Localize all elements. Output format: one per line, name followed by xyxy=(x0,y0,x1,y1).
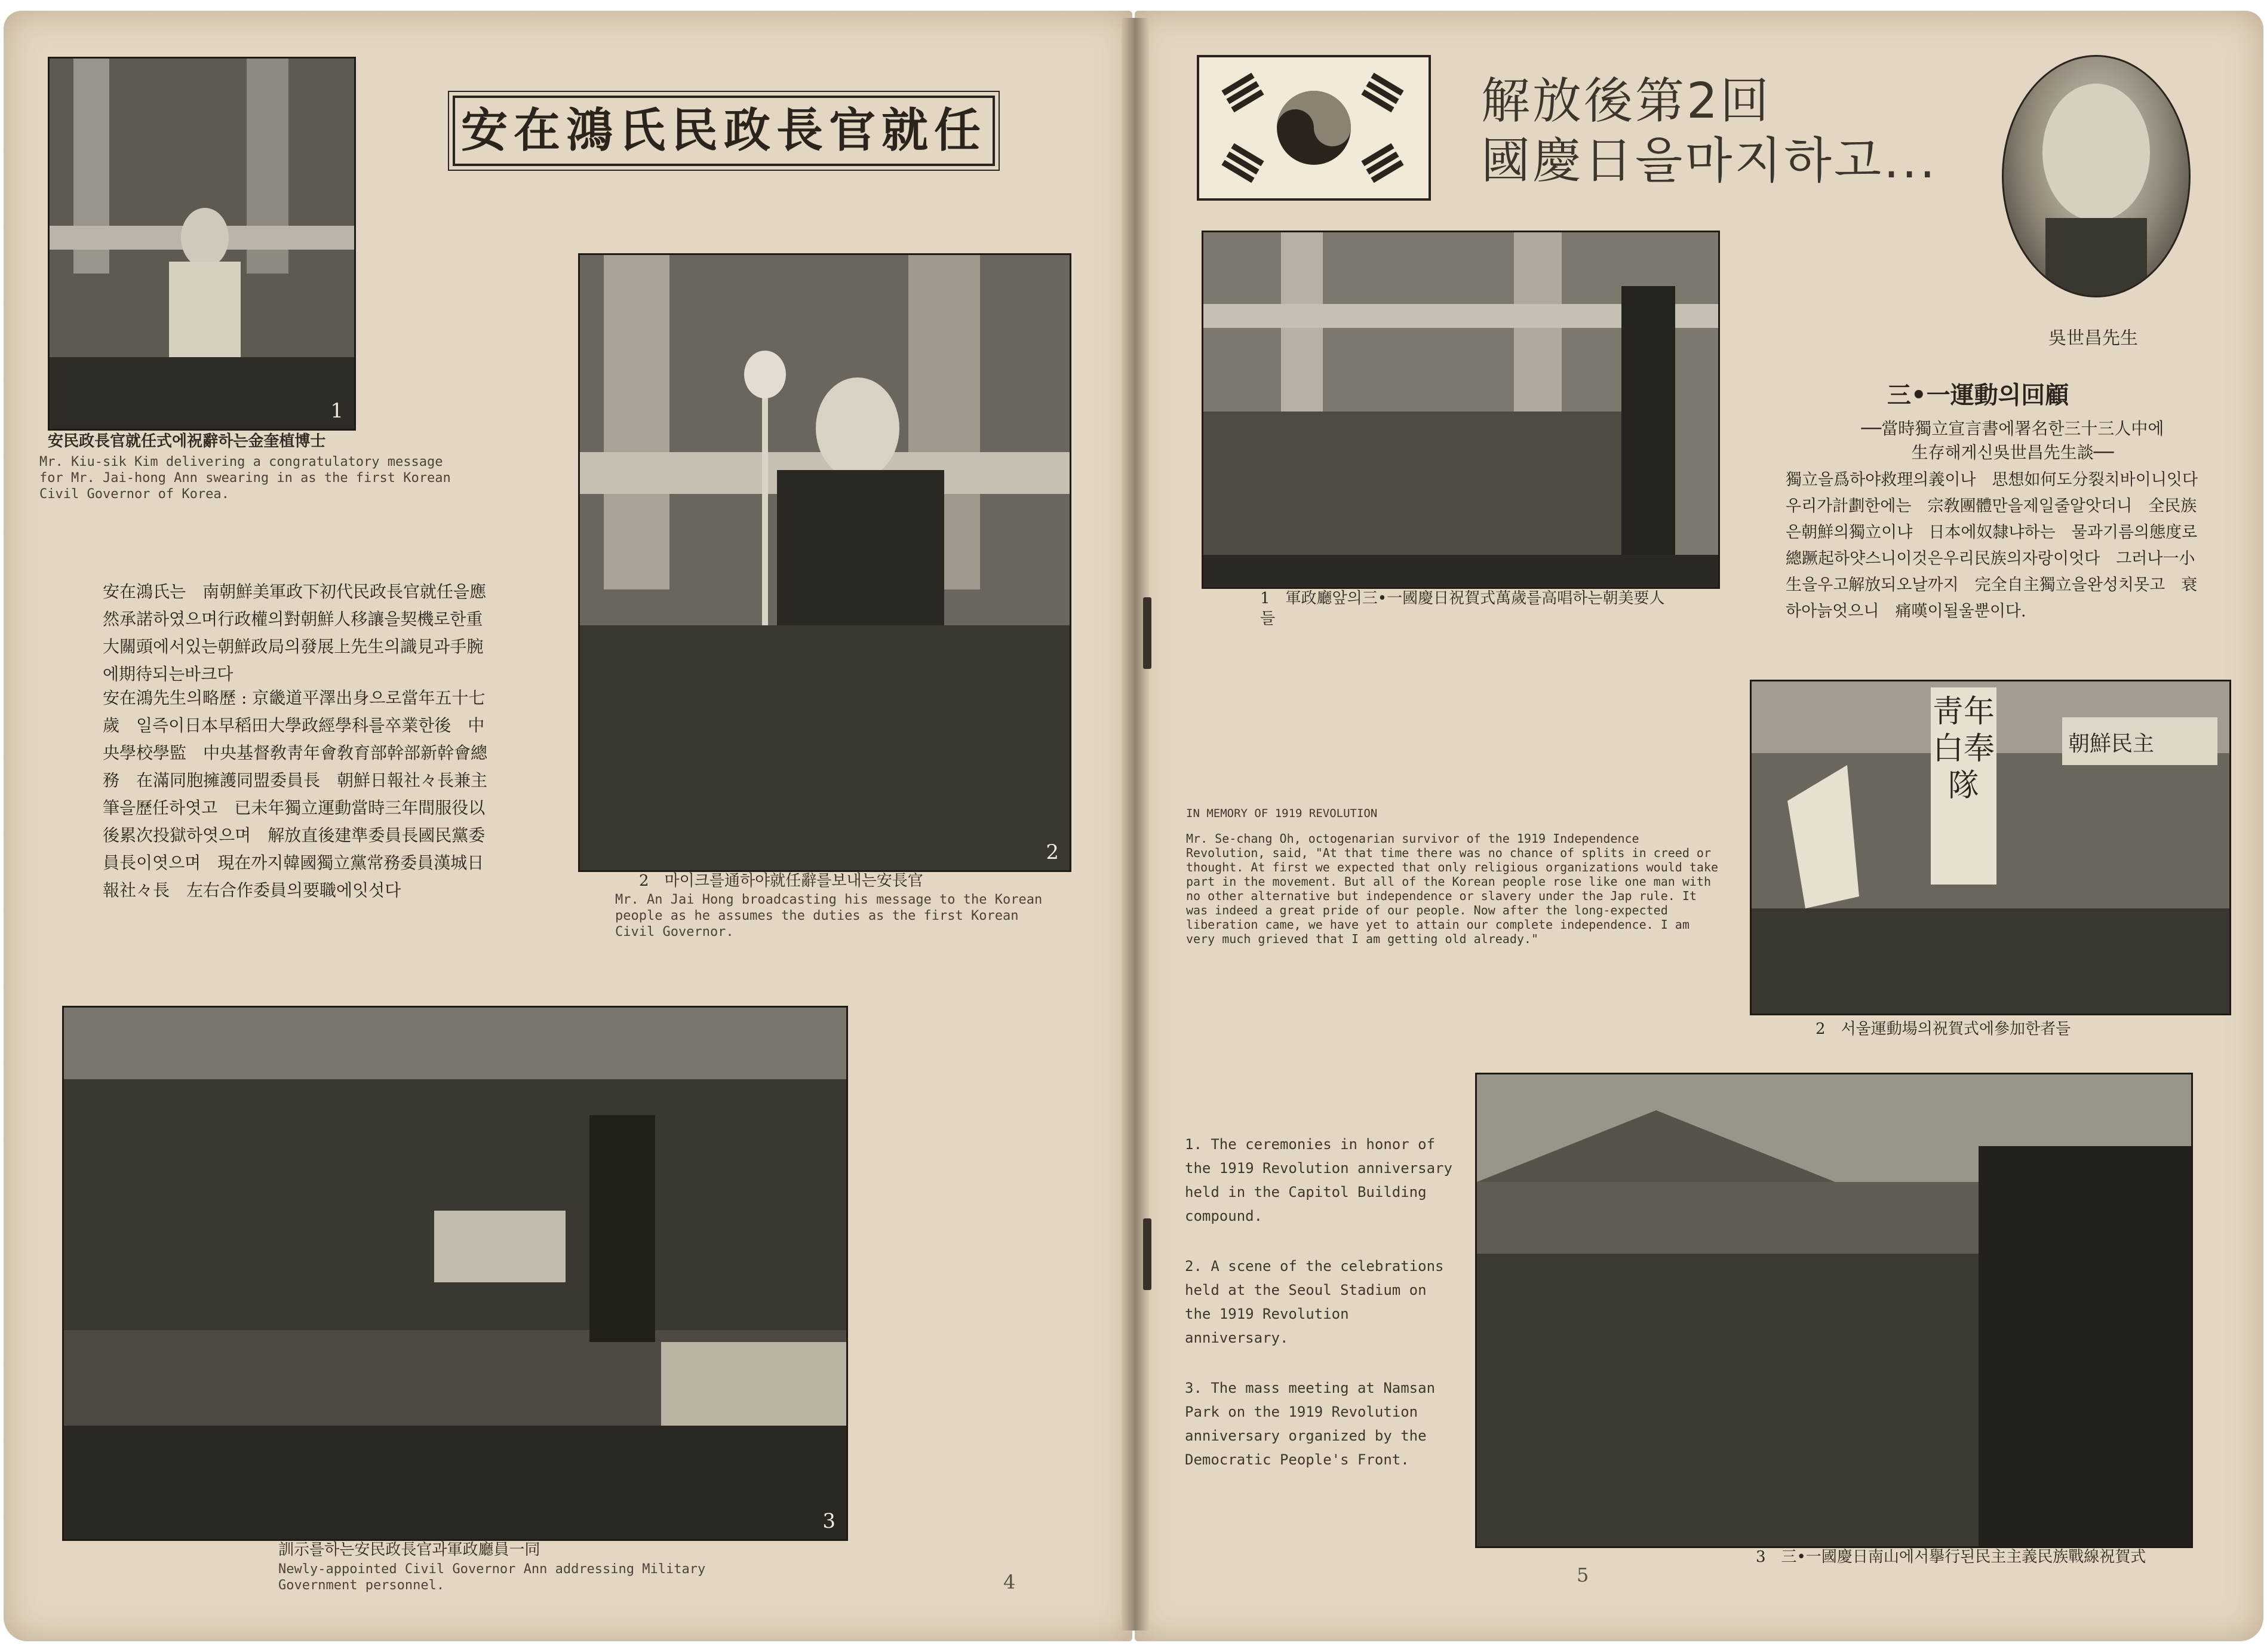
banner-text: 靑年白奉隊 xyxy=(1932,694,1995,804)
headline: 解放後第2回 國慶日을마지하고... xyxy=(1481,73,1938,189)
caption-en: Mr. Kiu-sik Kim delivering a congratulatory message for Mr. Jai-hong Ann swearing in as the first Korean Civil Governor of Korea. xyxy=(39,455,451,502)
photo-capitol-scene xyxy=(1203,232,1718,587)
photo-ann-broadcast xyxy=(578,253,1071,872)
caption-kr: 1 軍政廳앞의三•一國慶日祝賀式萬歲를高唱하는朝美要人들 xyxy=(1260,589,1665,628)
photo-number: 1 xyxy=(330,399,343,423)
caption-kr: 2 서울運動場의祝賀式에參加한者들 xyxy=(1816,1020,2071,1038)
portrait-caption: 吳世昌先生 xyxy=(2048,328,2138,349)
memory-body: Mr. Se-chang Oh, octogenarian survivor of the 1919 Independence Revolution, said, "At that time there was no chance of splits in creed or thought. At first we expected that only religious organizations would take part in the movement. But all of the Korean people rose like one man with no other alternative but independence or slavery under the Jap rule. It was indeed a great pride of our people. Now after the long-expected liberation came, we have yet to attain our complete independence. I am very much grieved that I am getting old already." xyxy=(1186,831,1719,946)
photo-number: 2 xyxy=(1046,840,1059,864)
section-subtitle: ──當時獨立宣言書에署名한三十三人中에 生存해게신吳世昌先生談── xyxy=(1861,419,2164,462)
caption-list-en xyxy=(1185,1132,1454,1498)
section-body: 獨立을爲하야救理의義이나 思想如何도分裂치바이니잇다 우리가計劃한에는 宗敎團體만을제일줄알앗더니 全民族은朝鮮의獨立이냐 日本에奴隸냐하는 물과기름의態度로 總蹶起하얏스니이것은우리民族의자랑이엇다 그러나一小生을우고解放되오날까지 完全自主獨立을완성치못고 衰하아늙엇으니 痛嘆이될울뿐이다. xyxy=(1786,471,2214,621)
caption-en: Mr. An Jai Hong broadcasting his message to the Korean people as he assumes the duties as the first Korean Civil Governor. xyxy=(615,892,1043,939)
photo-number: 3 xyxy=(822,1509,835,1533)
taegukgi-flag xyxy=(1197,55,1431,201)
caption-item: 1. The ceremonies in honor of the 1919 Revolution anniversary held in the Capitol Building compound. xyxy=(1185,1136,1452,1224)
photo-capitol-ceremony xyxy=(1202,231,1720,589)
section-title: 三•一運動의回顧 xyxy=(1887,381,2069,409)
caption-en: Newly-appointed Civil Governor Ann addressing Military Government personnel. xyxy=(278,1562,706,1593)
taegeuk-icon xyxy=(1199,57,1429,198)
book-spine xyxy=(1122,18,1149,1630)
photo-ann-addressing-scene xyxy=(64,1008,846,1539)
banner-text: 朝鮮民主 xyxy=(2068,732,2155,756)
photo-seoul-stadium xyxy=(1750,680,2231,1015)
caption-kr: 2 마이크를通하야就任辭를보내는安長官 xyxy=(639,872,923,890)
page-number: 4 xyxy=(1003,1571,1016,1593)
photo-kim-speech xyxy=(48,57,356,431)
photo-namsan-meeting xyxy=(1475,1073,2193,1548)
body-paragraph: 安在鴻氏는 南朝鮮美軍政下初代民政長官就任을應然承諾하였으며行政權의對朝鮮人移讓을契機로한重大關頭에서있는朝鮮政局의發展上先生의識見과手腕에期待되는바크다 xyxy=(103,582,487,684)
page-number: 5 xyxy=(1577,1564,1589,1586)
photo-ann-addressing-personnel xyxy=(62,1006,848,1541)
photo-ann-broadcast-scene xyxy=(580,255,1070,870)
memory-title: IN MEMORY OF 1919 REVOLUTION xyxy=(1186,807,1378,820)
staple xyxy=(1143,1218,1151,1290)
portrait-oh-se-chang xyxy=(2002,55,2191,297)
caption-kr: 安民政長官就任式에祝辭하는金奎植博士 xyxy=(48,432,326,450)
portrait-face xyxy=(2004,57,2189,296)
caption-kr: 3 三•一國慶日南山에서擧行된民主主義民族戰線祝賀式 xyxy=(1756,1548,2146,1566)
body-paragraph: 安在鴻先生의略歷 : 京畿道平澤出身으로當年五十七歲 일즉이日本早稻田大學政經學科를卒業한後 中央學校學監 中央基督敎靑年會敎育部幹部新幹會總務 在滿同胞擁護同盟委員長 朝鮮日報社々長兼主筆을歷任하엿고 已未年獨立運動當時三年間服役以後累次投獄하엿으며 解放直後建準委員長國民黨委員長이엿으며 現在까지韓國獨立黨常務委員漢城日報社々長 左右合作委員의要職에잇섯다 xyxy=(103,688,488,900)
caption-item: 2. A scene of the celebrations held at the Seoul Stadium on the 1919 Revolution anniversary. xyxy=(1185,1258,1444,1346)
photo-namsan-scene xyxy=(1477,1074,2191,1546)
photo-kim-speech-scene xyxy=(50,59,354,429)
caption-item: 3. The mass meeting at Namsan Park on the 1919 Revolution anniversary organized by the Democratic People's Front. xyxy=(1185,1380,1436,1468)
staple xyxy=(1143,597,1151,669)
page-title: 安在鴻氏民政長官就任 xyxy=(453,96,995,166)
caption-kr: 訓示를하는安民政長官과軍政廳員一同 xyxy=(278,1541,540,1559)
